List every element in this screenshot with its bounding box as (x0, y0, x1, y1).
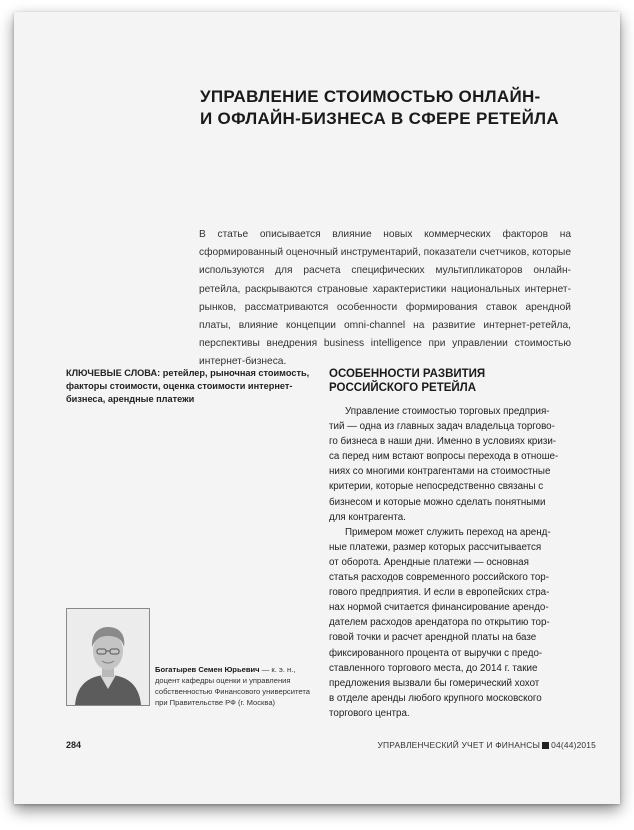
section-title (329, 367, 579, 395)
keywords: КЛЮЧЕВЫЕ СЛОВА: ретейлер, рыночная стоимость, факторы стоимости, оценка стоимости интернет-бизнеса, арендные платежи (66, 368, 310, 404)
author-details: — к. э. н., доцент кафедры оценки и управления собственностью Финансового университета при Правительстве РФ (г. Москва) (155, 665, 310, 707)
body-line: ставленного торгового места, до 2014 г. такие (329, 662, 538, 674)
author-portrait-image (67, 609, 149, 705)
body-line: са перед ним встают вопросы перехода в отноше- (329, 451, 559, 463)
article-title (200, 86, 580, 130)
author-name: Богатырев Семен Юрьевич (155, 665, 260, 674)
body-line: говой точки и расчет арендной платы на базе (329, 632, 537, 644)
paragraph-1 (329, 404, 577, 525)
body-line: в отделе аренды любого крупного московского (329, 692, 542, 704)
section-title-line-1: ОСОБЕННОСТИ РАЗВИТИЯ (329, 368, 486, 380)
journal-issue: 04(44)2015 (551, 740, 596, 750)
body-line: критерии, которые непосредственно связаны с (329, 481, 544, 493)
body-line: предложения вызвали бы гомерический хохот (329, 677, 540, 689)
article-abstract: В статье описывается влияние новых коммерческих факторов на сформированный оценочный инструментарий, показатели счетчиков, которые используются для расчета специфических мультипликаторов онлайн-ретейла, раскрываются страновые характеристики национальных интернет-рынков, рассматриваются особенности формирования ставок арендной платы, влияние концепции omni-channel на развитие интернет-ретейла, перспективы внедрения business intelligence при управлении стоимостью интернет-бизнеса. (199, 229, 571, 368)
title-line-1: УПРАВЛЕНИЕ СТОИМОСТЬЮ ОНЛАЙН- (200, 87, 541, 106)
body-line: ные платежи, размер которых рассчитывается (329, 541, 542, 553)
body-line: для контрагента. (329, 511, 406, 523)
body-line: нах нормой считается финансирование арендо- (329, 602, 549, 614)
body-line: бизнесом и которые можно сделать понятными (329, 496, 546, 508)
section-title-line-2: РОССИЙСКОГО РЕТЕЙЛА (329, 382, 477, 394)
square-separator-icon (542, 742, 549, 749)
title-line-2: И ОФЛАЙН-БИЗНЕСА В СФЕРЕ РЕТЕЙЛА (200, 109, 559, 128)
body-line: от оборота. Арендные платежи — основная (329, 556, 529, 568)
article-body (329, 404, 577, 721)
body-line: Примером может служить переход на аренд- (345, 526, 551, 538)
author-photo (66, 608, 150, 706)
body-line: ниях со многими контрагентами на стоимостные (329, 466, 551, 478)
author-info (155, 664, 315, 708)
journal-footer (378, 740, 597, 750)
body-line: тий — одна из главных задач владельца торгово- (329, 421, 555, 433)
body-line: дателем расходов арендатора по открытию тор- (329, 617, 550, 629)
body-line: Управление стоимостью торговых предприя- (345, 406, 550, 417)
body-line: фиксированного процента от выручки с предо- (329, 647, 543, 659)
body-line: гового предприятия. И если в европейских стра- (329, 587, 550, 599)
body-line: го бизнеса в наши дни. Именно в условиях кризи- (329, 436, 557, 448)
paragraph-2 (329, 525, 577, 721)
journal-name: УПРАВЛЕНЧЕСКИЙ УЧЕТ И ФИНАНСЫ (377, 740, 541, 750)
page-number: 284 (66, 740, 82, 750)
body-line: торгового центра. (329, 707, 410, 719)
body-line: статья расходов современного российского тор- (329, 572, 550, 584)
